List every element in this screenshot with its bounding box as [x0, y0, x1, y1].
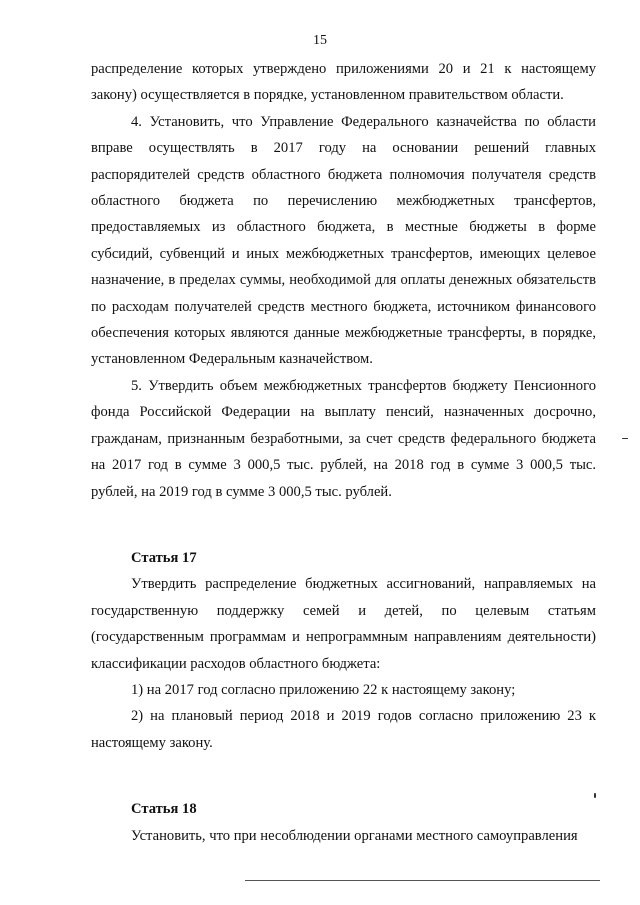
article-17-item-1: 1) на 2017 год согласно приложению 22 к настоящему закону; — [131, 681, 516, 698]
article-18-paragraph: Установить, что при несоблюдении органами местного самоуправления — [131, 827, 578, 844]
article-17-heading: Статья 17 — [131, 549, 197, 566]
paragraph-item-4: 4. Установить, что Управление Федерального казначейства по области вправе осуществлять в 2017 году на основании решений главных распорядителей средств областного бюджета полномочия получателя средств областного бюджета по перечислению межбюджетных трансфертов, предоставляемых из областного бюджета, в местные бюджеты в форме субсидий, субвенций и иных межбюджетных трансфертов, имеющих целевое назначение, в пределах суммы, необходимой для оплаты денежных обязательств по расходам получателей средств местного бюджета, источником финансового обеспечения которых являются данные межбюджетные трансферты, в порядке, установленном Федеральным казначейством. — [91, 113, 596, 368]
scan-speck — [594, 793, 596, 798]
footer-line — [245, 880, 600, 881]
scan-speck — [622, 438, 628, 439]
paragraph-item-5: 5. Утвердить объем межбюджетных трансфертов бюджету Пенсионного фонда Российской Федерации на выплату пенсий, назначенных досрочно, гражданам, признанным безработными, за счет средств федерального бюджета на 2017 год в сумме 3 000,5 тыс. рублей, на 2018 год в сумме 3 000,5 тыс. рублей, на 2019 год в сумме 3 000,5 тыс. рублей. — [91, 377, 596, 500]
article-18-heading: Статья 18 — [131, 801, 197, 818]
spacer — [91, 505, 596, 545]
spacer — [91, 756, 596, 796]
paragraph-continuation: распределение которых утверждено приложениями 20 и 21 к настоящему закону) осуществляется в порядке, установленном правительством области. — [91, 61, 596, 104]
page-number: 15 — [313, 33, 327, 48]
article-17-item-2: 2) на плановый период 2018 и 2019 годов согласно приложению 23 к настоящему закону. — [91, 708, 596, 751]
article-17-paragraph: Утвердить распределение бюджетных ассигнований, направляемых на государственную поддержку семей и детей, по целевым статьям (государственным программам и непрограммным направлениям деятельности) классификации расходов областного бюджета: — [91, 576, 596, 672]
page-body — [91, 56, 596, 849]
